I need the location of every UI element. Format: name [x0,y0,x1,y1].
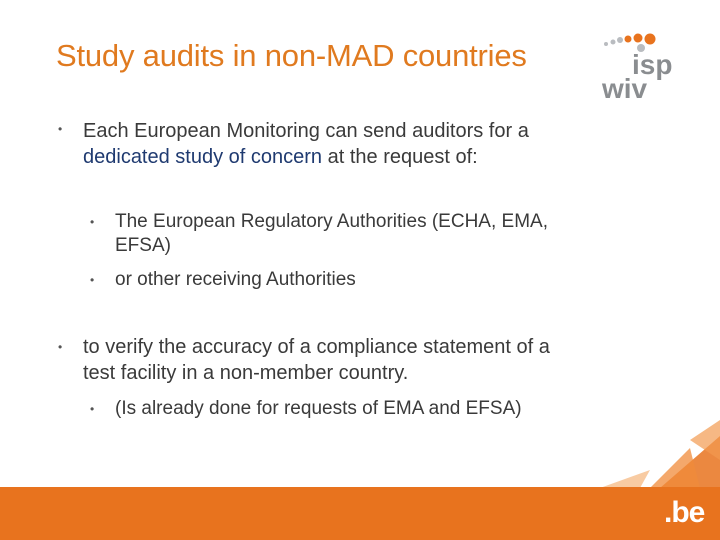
bullet-2-line1: to verify the accuracy of a compliance statement of a [83,336,550,358]
sub-bullet-1-1-line2: EFSA) [115,235,171,256]
bullet-2-text [83,334,683,386]
sub-bullet-dot: • [90,273,95,287]
sub-bullet-1-2-text: or other receiving Authorities [115,269,356,290]
bullet-1-text [83,118,643,170]
sub-bullet-1-1-line1: The European Regulatory Authorities (ECHA, EMA, [115,211,548,232]
footer-bar [0,487,720,540]
decorative-triangles [0,420,720,490]
bullet-1-highlight: dedicated study of concern [83,146,323,168]
bullet-dot: • [58,340,63,354]
bullet-1-line2-rest: at the request of: [322,146,478,168]
sub-bullet-dot: • [90,215,95,229]
logo-text-bottom: wiv [602,73,648,102]
isp-wiv-logo [596,30,686,102]
sub-bullet-2-1-text: (Is already done for requests of EMA and EFSA) [115,398,522,419]
sub-bullet-dot: • [90,402,95,416]
be-logo: .be [664,496,705,529]
slide-title: Study audits in non-MAD countries [56,38,527,73]
bullet-2-line2: test facility in a non-member country. [83,362,409,384]
bullet-dot: • [58,122,63,136]
logo-text-top: isp [632,49,673,80]
bullet-1-line1: Each European Monitoring can send auditors for a [83,120,529,142]
sub-bullet-1-1-text [115,210,655,258]
